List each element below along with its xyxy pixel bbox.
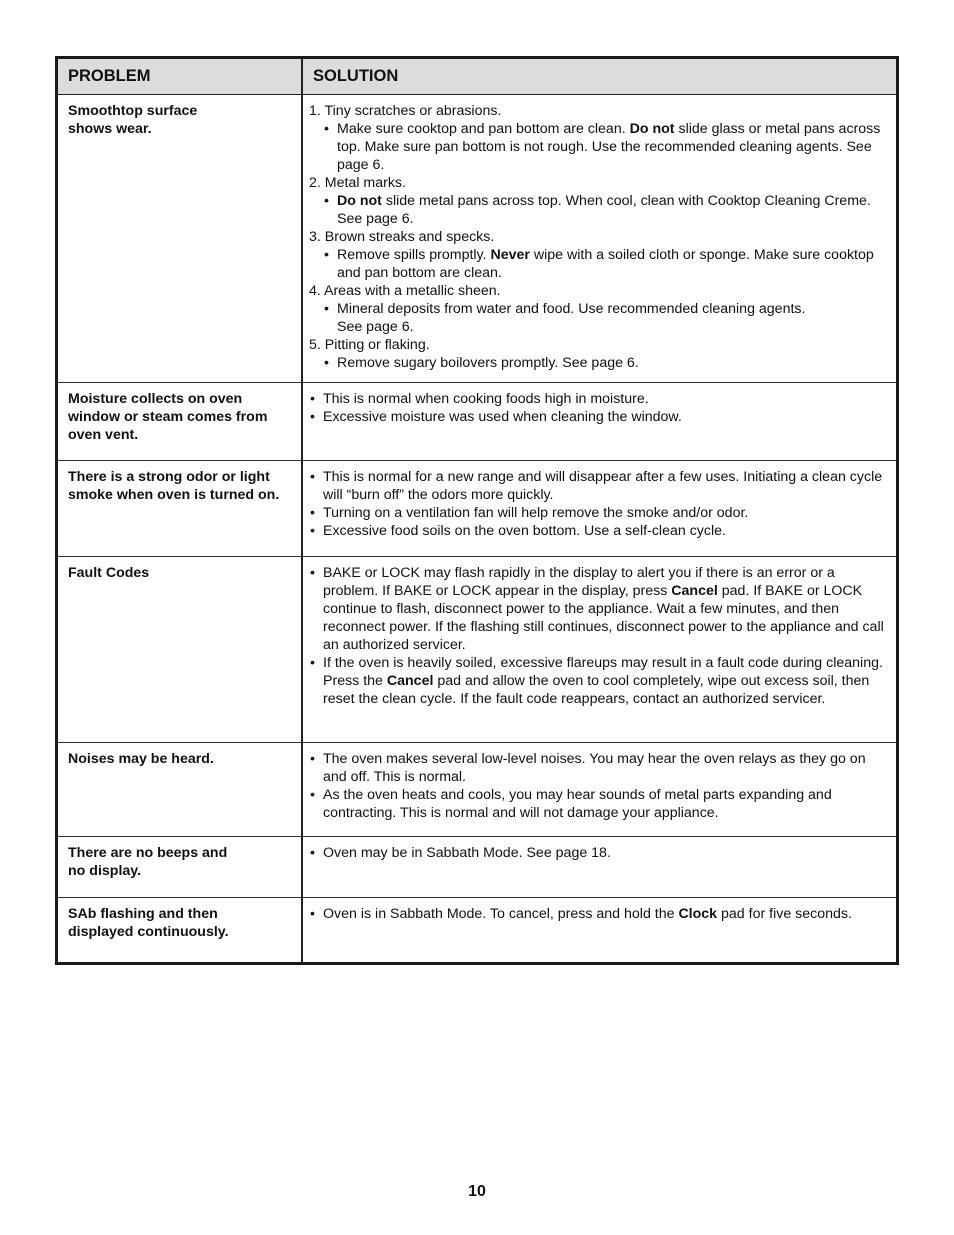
solution-cell [302, 557, 896, 743]
solution-cell [302, 461, 896, 557]
page-number: 10 [468, 1183, 486, 1200]
bullet-item: • BAKE or LOCK may flash rapidly in the display to alert you if there is an error or a problem. If BAKE or LOCK appear in the display, press Cancel pad. If BAKE or LOCK continue to flash, disconnect power to the appliance. Wait a few minutes, and then reconnect power. If the flashing still continues, disconnect power to the appliance and call an authorized servicer. [309, 564, 884, 654]
problem-cell: Moisture collects on oven window or steam comes from oven vent. [58, 383, 302, 461]
problem-cell: Noises may be heard. [58, 743, 302, 837]
solution-cell [302, 837, 896, 898]
numbered-item: 3. Brown streaks and specks. [309, 229, 495, 245]
problem-cell: There are no beeps and no display. [58, 837, 302, 898]
bullet-item: • The oven makes several low-level noises. You may hear the oven relays as they go on and off. This is normal. [309, 750, 884, 786]
table-row [58, 837, 896, 898]
numbered-item: 2. Metal marks. [309, 175, 406, 191]
bullet-item: • If the oven is heavily soiled, excessive flareups may result in a fault code during cleaning. Press the Cancel pad and allow the oven to cool completely, wipe out excess soil, then reset the clean cycle. If the fault code reappears, contact an authorized servicer. [309, 654, 884, 708]
numbered-item: 4. Areas with a metallic sheen. [309, 283, 501, 299]
table-row [58, 898, 896, 962]
bullet-item: • Mineral deposits from water and food. Use recommended cleaning agents. See page 6. [323, 300, 884, 336]
table-row [58, 743, 896, 837]
solution-cell [302, 383, 896, 461]
table-row [58, 461, 896, 557]
bullet-item: • Excessive moisture was used when cleaning the window. [309, 408, 884, 426]
solution-column-header: SOLUTION [302, 59, 896, 95]
solution-cell [302, 898, 896, 962]
table-body [58, 95, 896, 962]
bullet-item: • Oven is in Sabbath Mode. To cancel, press and hold the Clock pad for five seconds. [309, 905, 884, 923]
bullet-item: • As the oven heats and cools, you may hear sounds of metal parts expanding and contracting. This is normal and will not damage your appliance. [309, 786, 884, 822]
bullet-item: • Remove spills promptly. Never wipe with a soiled cloth or sponge. Make sure cooktop and pan bottom are clean. [323, 246, 884, 282]
table-row [58, 557, 896, 743]
problem-cell: SAb flashing and then displayed continuously. [58, 898, 302, 962]
problem-cell: Smoothtop surface shows wear. [58, 95, 302, 383]
bullet-item: • Make sure cooktop and pan bottom are clean. Do not slide glass or metal pans across top. Make sure pan bottom is not rough. Use the recommended cleaning agents. See page 6. [323, 120, 884, 174]
problem-cell: Fault Codes [58, 557, 302, 743]
bullet-item: • Do not slide metal pans across top. When cool, clean with Cooktop Cleaning Creme. See page 6. [323, 192, 884, 228]
troubleshooting-table [55, 56, 899, 965]
numbered-item: 5. Pitting or flaking. [309, 337, 430, 353]
problem-cell: There is a strong odor or light smoke when oven is turned on. [58, 461, 302, 557]
bullet-item: • This is normal for a new range and will disappear after a few uses. Initiating a clean cycle will “burn off” the odors more quickly. [309, 468, 884, 504]
bullet-item: • Turning on a ventilation fan will help remove the smoke and/or odor. [309, 504, 884, 522]
table-row [58, 383, 896, 461]
table-row [58, 95, 896, 383]
table-header-row [58, 59, 896, 95]
solution-cell [302, 95, 896, 383]
numbered-item: 1. Tiny scratches or abrasions. [309, 103, 502, 119]
bullet-item: • This is normal when cooking foods high in moisture. [309, 390, 884, 408]
solution-cell [302, 743, 896, 837]
problem-column-header: PROBLEM [58, 59, 302, 95]
bullet-item: • Remove sugary boilovers promptly. See page 6. [323, 354, 884, 372]
bullet-item: • Oven may be in Sabbath Mode. See page 18. [309, 844, 884, 862]
bullet-item: • Excessive food soils on the oven bottom. Use a self-clean cycle. [309, 522, 884, 540]
